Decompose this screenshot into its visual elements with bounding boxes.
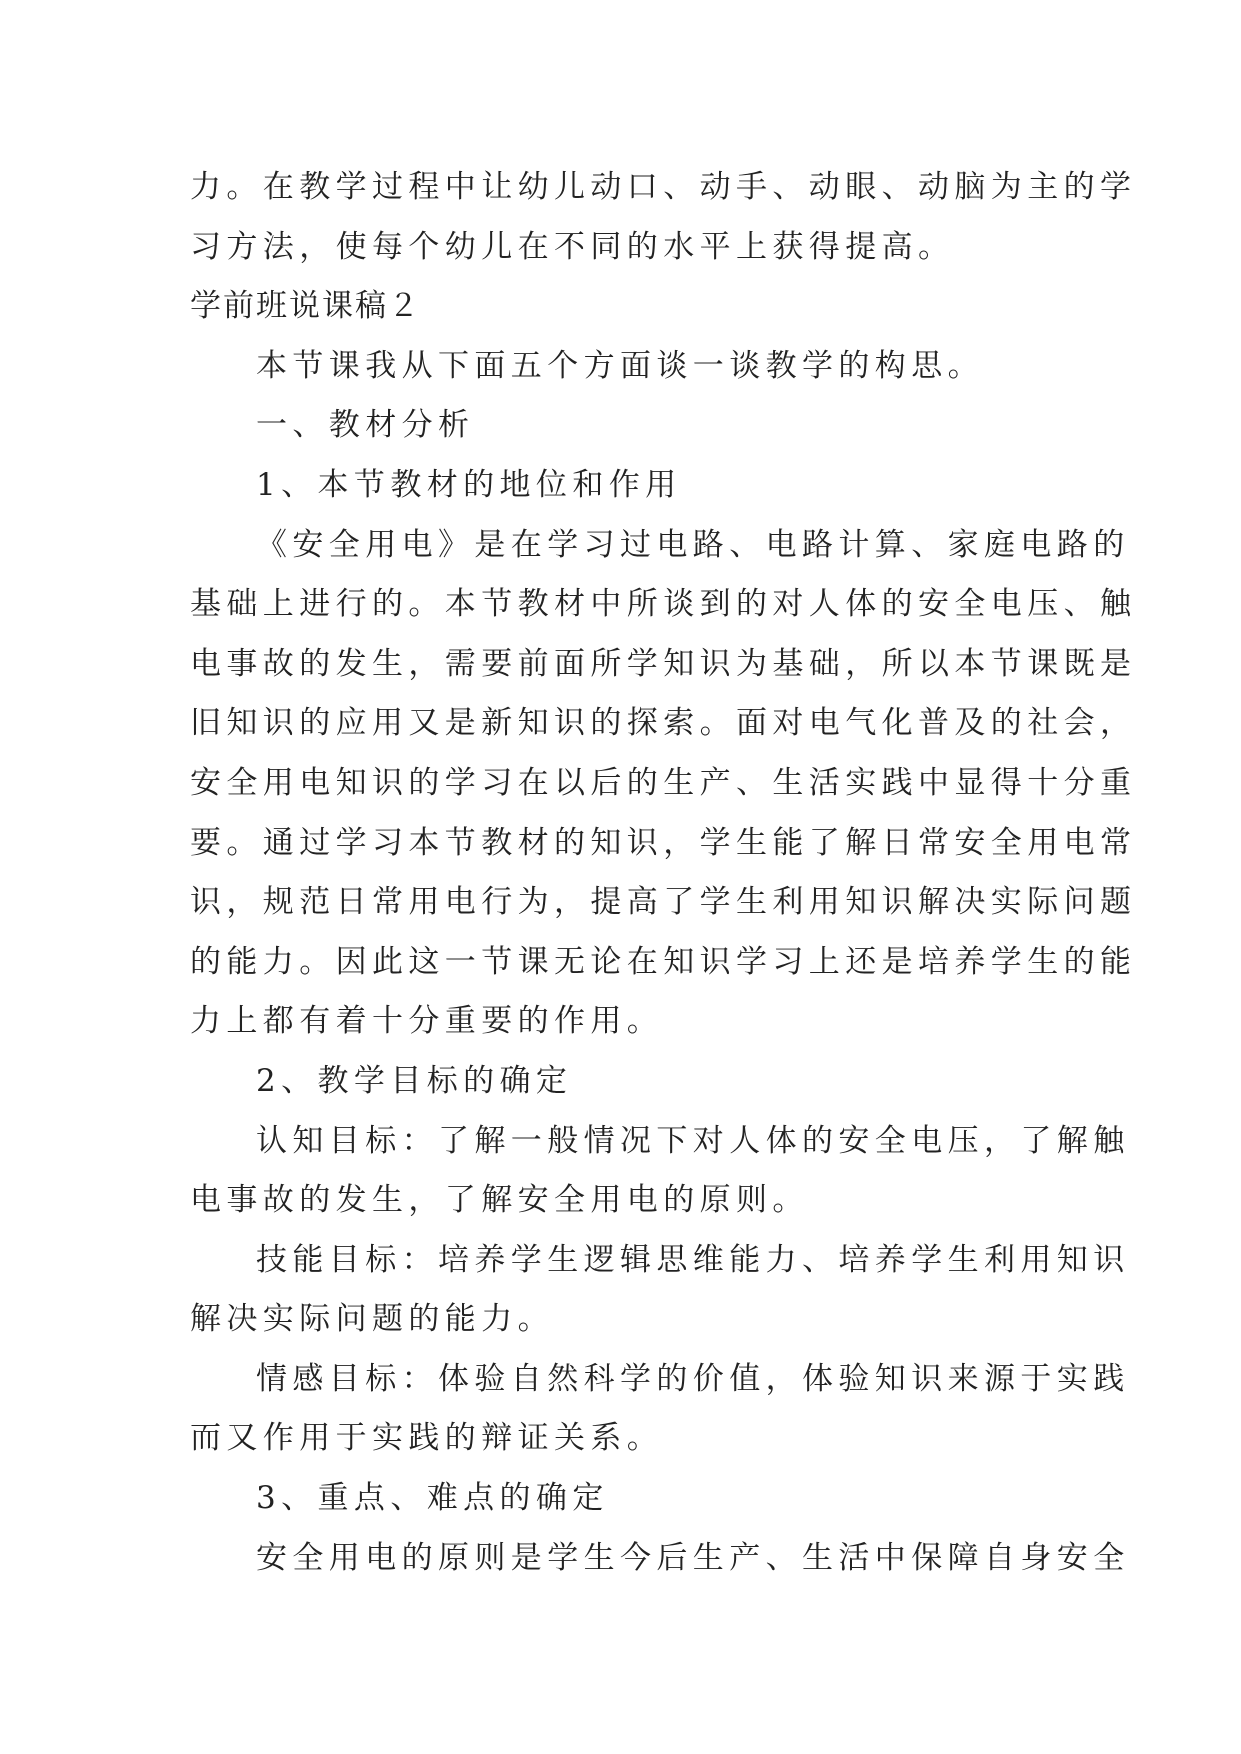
text-line: 识，规范日常用电行为，提高了学生利用知识解决实际问题 (190, 884, 1137, 921)
text-line: 认知目标：了解一般情况下对人体的安全电压，了解触 (256, 1122, 1130, 1159)
text-line: 安全用电知识的学习在以后的生产、生活实践中显得十分重 (190, 764, 1137, 801)
text-line: 情感目标：体验自然科学的价值，体验知识来源于实践 (256, 1360, 1130, 1397)
text-line: 本节课我从下面五个方面谈一谈教学的构思。 (256, 347, 984, 384)
section-heading: 学前班说课稿２ (190, 288, 421, 325)
text-line: 《安全用电》是在学习过电路、电路计算、家庭电路的 (256, 526, 1130, 563)
document-body (190, 158, 1137, 1588)
text-line: 力上都有着十分重要的作用。 (190, 1003, 664, 1040)
text-line: 旧知识的应用又是新知识的探索。面对电气化普及的社会， (190, 705, 1137, 742)
text-line: 2、教学目标的确定 (256, 1062, 573, 1099)
text-line: 技能目标：培养学生逻辑思维能力、培养学生利用知识 (256, 1241, 1130, 1278)
text-line: 力。在教学过程中让幼儿动口、动手、动眼、动脑为主的学 (190, 169, 1137, 205)
text-line: 习方法，使每个幼儿在不同的水平上获得提高。 (190, 228, 955, 265)
text-line: 要。通过学习本节教材的知识，学生能了解日常安全用电常 (190, 824, 1137, 861)
text-line: 3、重点、难点的确定 (256, 1480, 609, 1517)
text-line: 解决实际问题的能力。 (190, 1301, 554, 1338)
text-line: 1、本节教材的地位和作用 (256, 466, 682, 503)
text-line: 电事故的发生，了解安全用电的原则。 (190, 1182, 809, 1219)
text-line: 的能力。因此这一节课无论在知识学习上还是培养学生的能 (190, 943, 1137, 980)
text-line: 基础上进行的。本节教材中所谈到的对人体的安全电压、触 (190, 586, 1137, 623)
text-line: 而又作用于实践的辩证关系。 (190, 1420, 664, 1457)
text-line: 一、教材分析 (256, 407, 475, 444)
text-line: 电事故的发生，需要前面所学知识为基础，所以本节课既是 (190, 645, 1137, 682)
text-line: 安全用电的原则是学生今后生产、生活中保障自身安全 (256, 1539, 1130, 1576)
